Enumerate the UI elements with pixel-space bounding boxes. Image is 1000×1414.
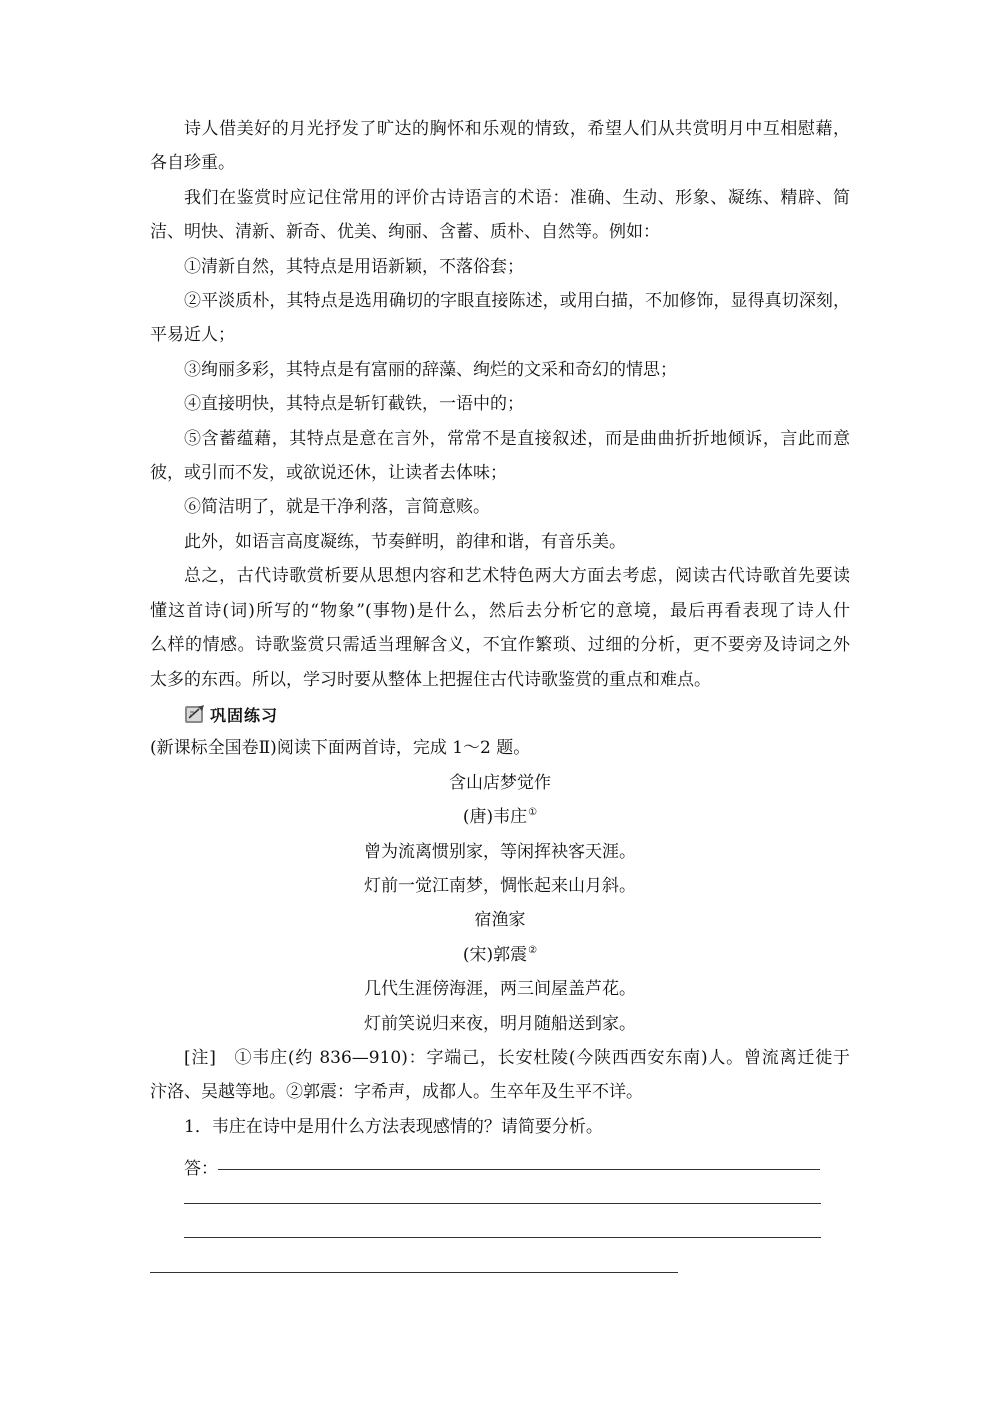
- list-item-1: ①清新自然，其特点是用语新颖，不落俗套；: [184, 256, 524, 277]
- answer-line-3[interactable]: [184, 1236, 821, 1238]
- poem-2-author: (宋)郭震: [462, 944, 528, 965]
- poem-1-line-1: 曾为流离惯别家，等闲挥袂客天涯。: [364, 841, 636, 862]
- list-item-4: ④直接明快，其特点是斩钉截铁，一语中的；: [184, 394, 524, 415]
- list-item-5-line-2: 彼，或引而不发，或欲说还休，让读者去体味；: [150, 463, 507, 484]
- practice-icon: [184, 703, 206, 725]
- answer-line-2[interactable]: [184, 1202, 821, 1204]
- list-item-2-line-1: ②平淡质朴，其特点是选用确切的字眼直接陈述，或用白描，不加修饰，显得真切深刻，: [184, 291, 850, 312]
- paragraph-4-line-1: 总之，古代诗歌赏析要从思想内容和艺术特色两大方面去考虑，阅读古代诗歌首先要读: [184, 566, 850, 587]
- answer-line-1[interactable]: [218, 1168, 820, 1170]
- answer-label: 答：: [184, 1158, 218, 1179]
- poem-1-line-2: 灯前一觉江南梦，惆怅起来山月斜。: [364, 875, 636, 896]
- paragraph-1-line-1: 诗人借美好的月光抒发了旷达的胸怀和乐观的情致，希望人们从共赏明月中互相慰藉，: [184, 119, 850, 139]
- list-item-3: ③绚丽多彩，其特点是有富丽的辞藻、绚烂的文采和奇幻的情思；: [184, 359, 677, 380]
- poem-1-title: 含山店梦觉作: [449, 772, 551, 793]
- answer-row-2: [150, 1179, 850, 1213]
- list-item-2-line-2: 平易近人；: [150, 325, 235, 346]
- paragraph-4-line-2: 懂这首诗(词)所写的“物象”(事物)是什么，然后去分析它的意境，最后再看表现了诗人什: [150, 600, 850, 621]
- notes-line-1: [注] ①韦庄(约 836—910)：字端己，长安杜陵(今陕西西安东南)人。曾流离迁徙于: [184, 1047, 850, 1068]
- poem-2-line-1: 几代生涯傍海涯，两三间屋盖芦花。: [364, 979, 636, 1000]
- exercise-intro: (新课标全国卷Ⅱ)阅读下面两首诗，完成 1～2 题。: [150, 738, 531, 759]
- poem-1-footnote-marker: ①: [528, 807, 538, 819]
- section-heading: [150, 697, 850, 731]
- poem-2-author-line: [150, 938, 850, 972]
- paragraph-2-line-1: 我们在鉴赏时应记住常用的评价古诗语言的术语：准确、生动、形象、凝练、精辟、简: [184, 187, 850, 208]
- answer-row-1: [150, 1144, 850, 1178]
- paragraph-1-line-2: 各自珍重。: [150, 153, 235, 174]
- poem-2-line-2: 灯前笑说归来夜，明月随船送到家。: [364, 1013, 636, 1034]
- poem-2-footnote-marker: ②: [528, 945, 538, 957]
- question-1: 1．韦庄在诗中是用什么方法表现感情的？请简要分析。: [184, 1116, 603, 1137]
- paragraph-3: 此外，如语言高度凝练，节奏鲜明，韵律和谐，有音乐美。: [184, 531, 626, 552]
- poem-1-author: (唐)韦庄: [462, 807, 528, 828]
- paragraph-2-line-2: 洁、明快、清新、新奇、优美、绚丽、含蓄、质朴、自然等。例如：: [150, 222, 660, 243]
- notes-line-2: 汴洛、吴越等地。②郭震：字希声，成都人。生卒年及生平不详。: [150, 1082, 643, 1103]
- poem-1-author-line: [150, 800, 850, 834]
- list-item-6: ⑥简洁明了，就是干净利落，言简意赅。: [184, 497, 490, 518]
- answer-line-4[interactable]: [150, 1271, 678, 1273]
- list-item-5-line-1: ⑤含蓄蕴藉，其特点是意在言外，常常不是直接叙述，而是曲曲折折地倾诉，言此而意: [184, 428, 850, 449]
- paragraph-4-line-4: 太多的东西。所以，学习时要从整体上把握住古代诗歌鉴赏的重点和难点。: [150, 669, 711, 690]
- document-page: [150, 112, 850, 1282]
- section-title: 巩固练习: [210, 705, 279, 725]
- answer-row-3: [150, 1213, 850, 1247]
- paragraph-4-line-3: 么样的情感。诗歌鉴赏只需适当理解含义，不宜作繁琐、过细的分析，更不要旁及诗词之外: [150, 635, 850, 656]
- poem-2-title: 宿渔家: [474, 910, 526, 931]
- answer-row-4: [150, 1247, 850, 1281]
